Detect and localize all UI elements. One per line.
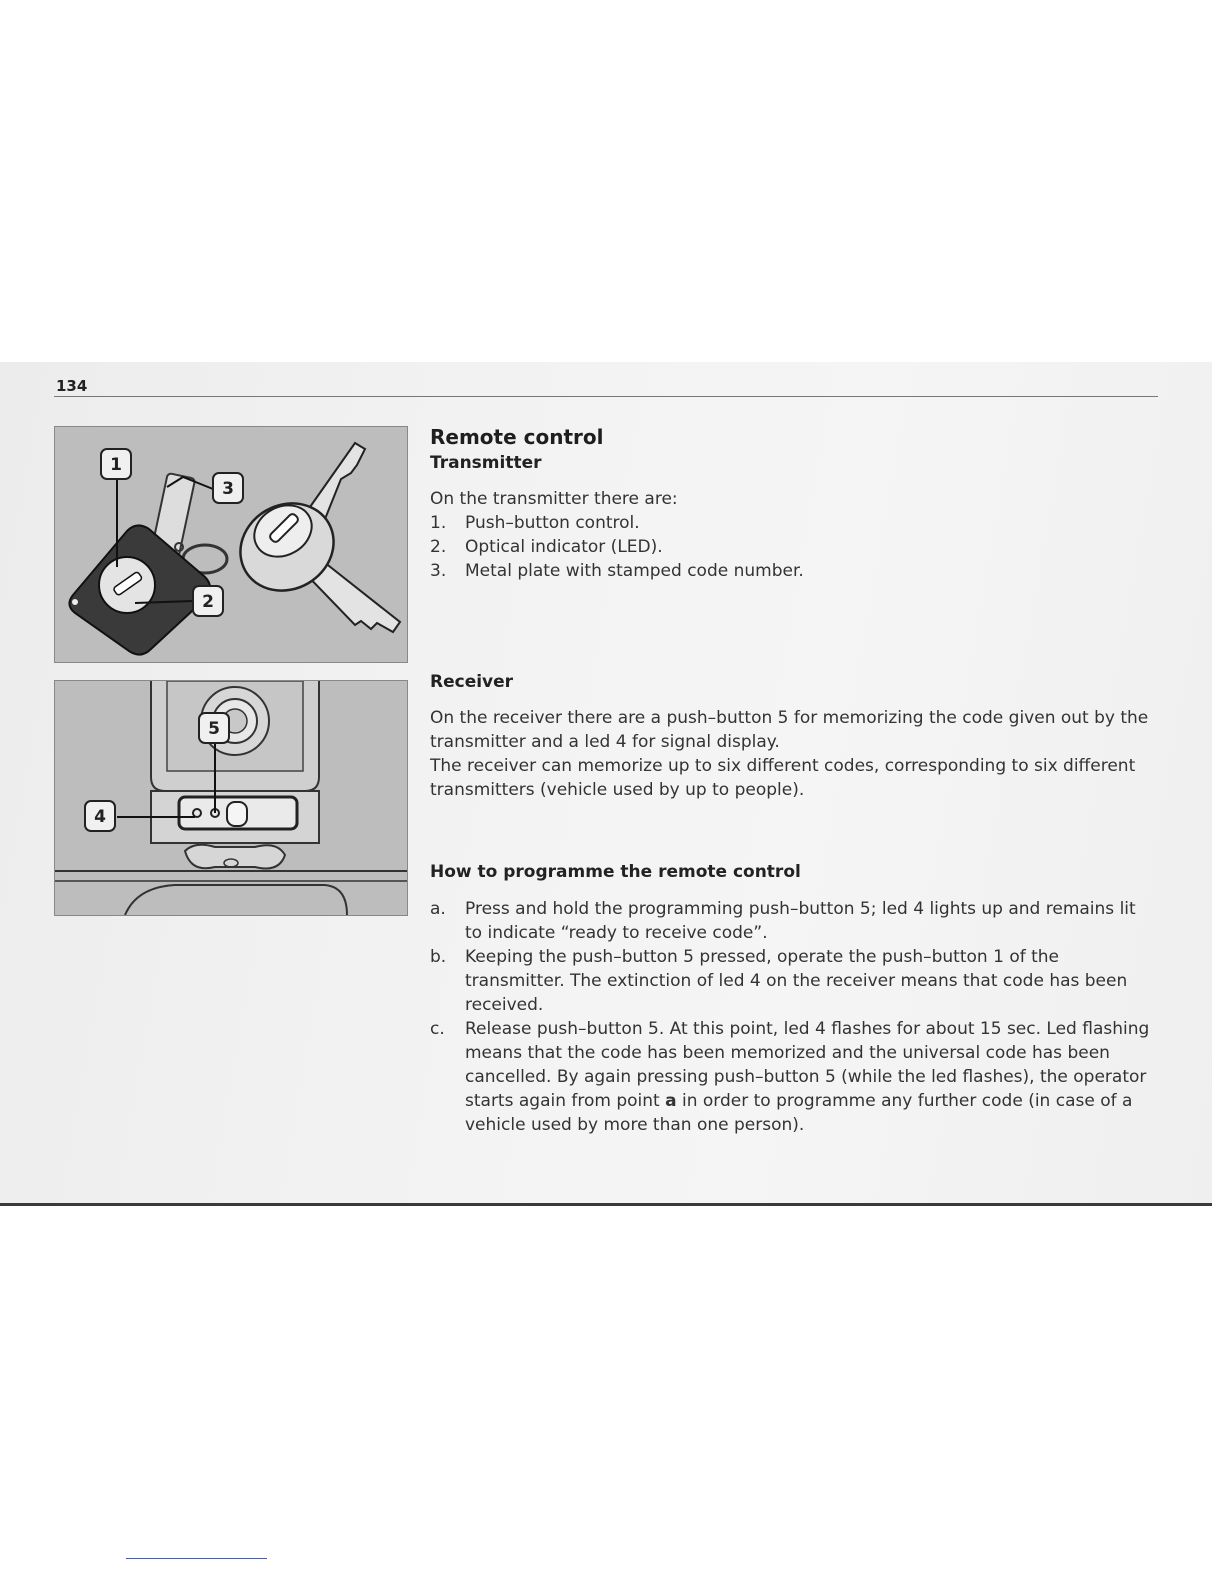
receiver-section <box>430 670 1158 802</box>
list-item-text: Optical indicator (LED). <box>465 537 663 557</box>
callout-4 <box>85 801 115 831</box>
programming-section <box>430 860 1158 1137</box>
callout-2 <box>193 586 223 616</box>
list-item <box>430 535 1158 559</box>
svg-text:2: 2 <box>202 592 214 612</box>
receiver-paragraph-2: The receiver can memorize up to six different codes, corresponding to six different transmitters (vehicle used by up to people). <box>430 756 1136 800</box>
transmitter-illustration <box>55 427 407 662</box>
callout-3 <box>213 473 243 503</box>
svg-text:4: 4 <box>94 807 106 827</box>
step-text: Keeping the push–button 5 pressed, operate the push–button 1 of the transmitter. The extinction of led 4 on the receiver means that code has been received. <box>465 947 1128 1015</box>
step-item <box>430 945 1158 1017</box>
svg-text:3: 3 <box>222 479 234 499</box>
sheet-edge <box>0 1203 1212 1206</box>
receiver-heading: Receiver <box>430 672 514 692</box>
list-item-text: Metal plate with stamped code number. <box>465 561 804 581</box>
transmitter-section <box>430 423 1158 583</box>
receiver-illustration <box>55 681 407 915</box>
transmitter-intro: On the transmitter there are: <box>430 489 678 509</box>
list-item <box>430 511 1158 535</box>
list-marker: 2. <box>430 537 447 557</box>
step-text <box>465 1017 1158 1137</box>
receiver-paragraph-1: On the receiver there are a push–button 5 for memorizing the code given out by the transmitter and a led 4 for signal display. <box>430 708 1149 752</box>
list-marker: 3. <box>430 561 447 581</box>
step-text: Press and hold the programming push–button 5; led 4 lights up and remains lit to indicate “ready to receive code”. <box>465 899 1136 943</box>
list-item-text: Push–button control. <box>465 513 640 533</box>
page-number: 134 <box>56 377 88 395</box>
svg-text:1: 1 <box>110 455 122 475</box>
step-point-reference: a <box>665 1091 677 1111</box>
header-rule <box>54 396 1158 397</box>
receiver-figure <box>54 680 408 916</box>
programming-heading: How to programme the remote control <box>430 862 801 882</box>
section-title: Remote control <box>430 425 604 449</box>
step-marker: a. <box>430 899 446 919</box>
footer-underline <box>126 1558 267 1559</box>
receiver-housing <box>151 681 319 843</box>
svg-text:5: 5 <box>208 719 220 739</box>
transmitter-figure <box>54 426 408 663</box>
callout-1 <box>101 449 131 479</box>
step-marker: b. <box>430 947 447 967</box>
transmitter-heading: Transmitter <box>430 453 542 473</box>
step-item <box>430 1017 1158 1137</box>
step-text-part: Release push–button 5. At this point, led 4 flashes for about 15 sec. Led flashing means that the code has been memorized and the universal code has been cancelled. By again pressing push–button 5 (while the led flashes), the operator starts again from point <box>465 1019 1150 1111</box>
step-marker: c. <box>430 1019 445 1039</box>
step-item <box>430 897 1158 945</box>
list-item <box>430 559 1158 583</box>
list-marker: 1. <box>430 513 447 533</box>
step-text-part: in order to programme any further code (in case of a vehicle used by more than one person). <box>465 1091 1133 1135</box>
callout-5 <box>199 713 229 743</box>
